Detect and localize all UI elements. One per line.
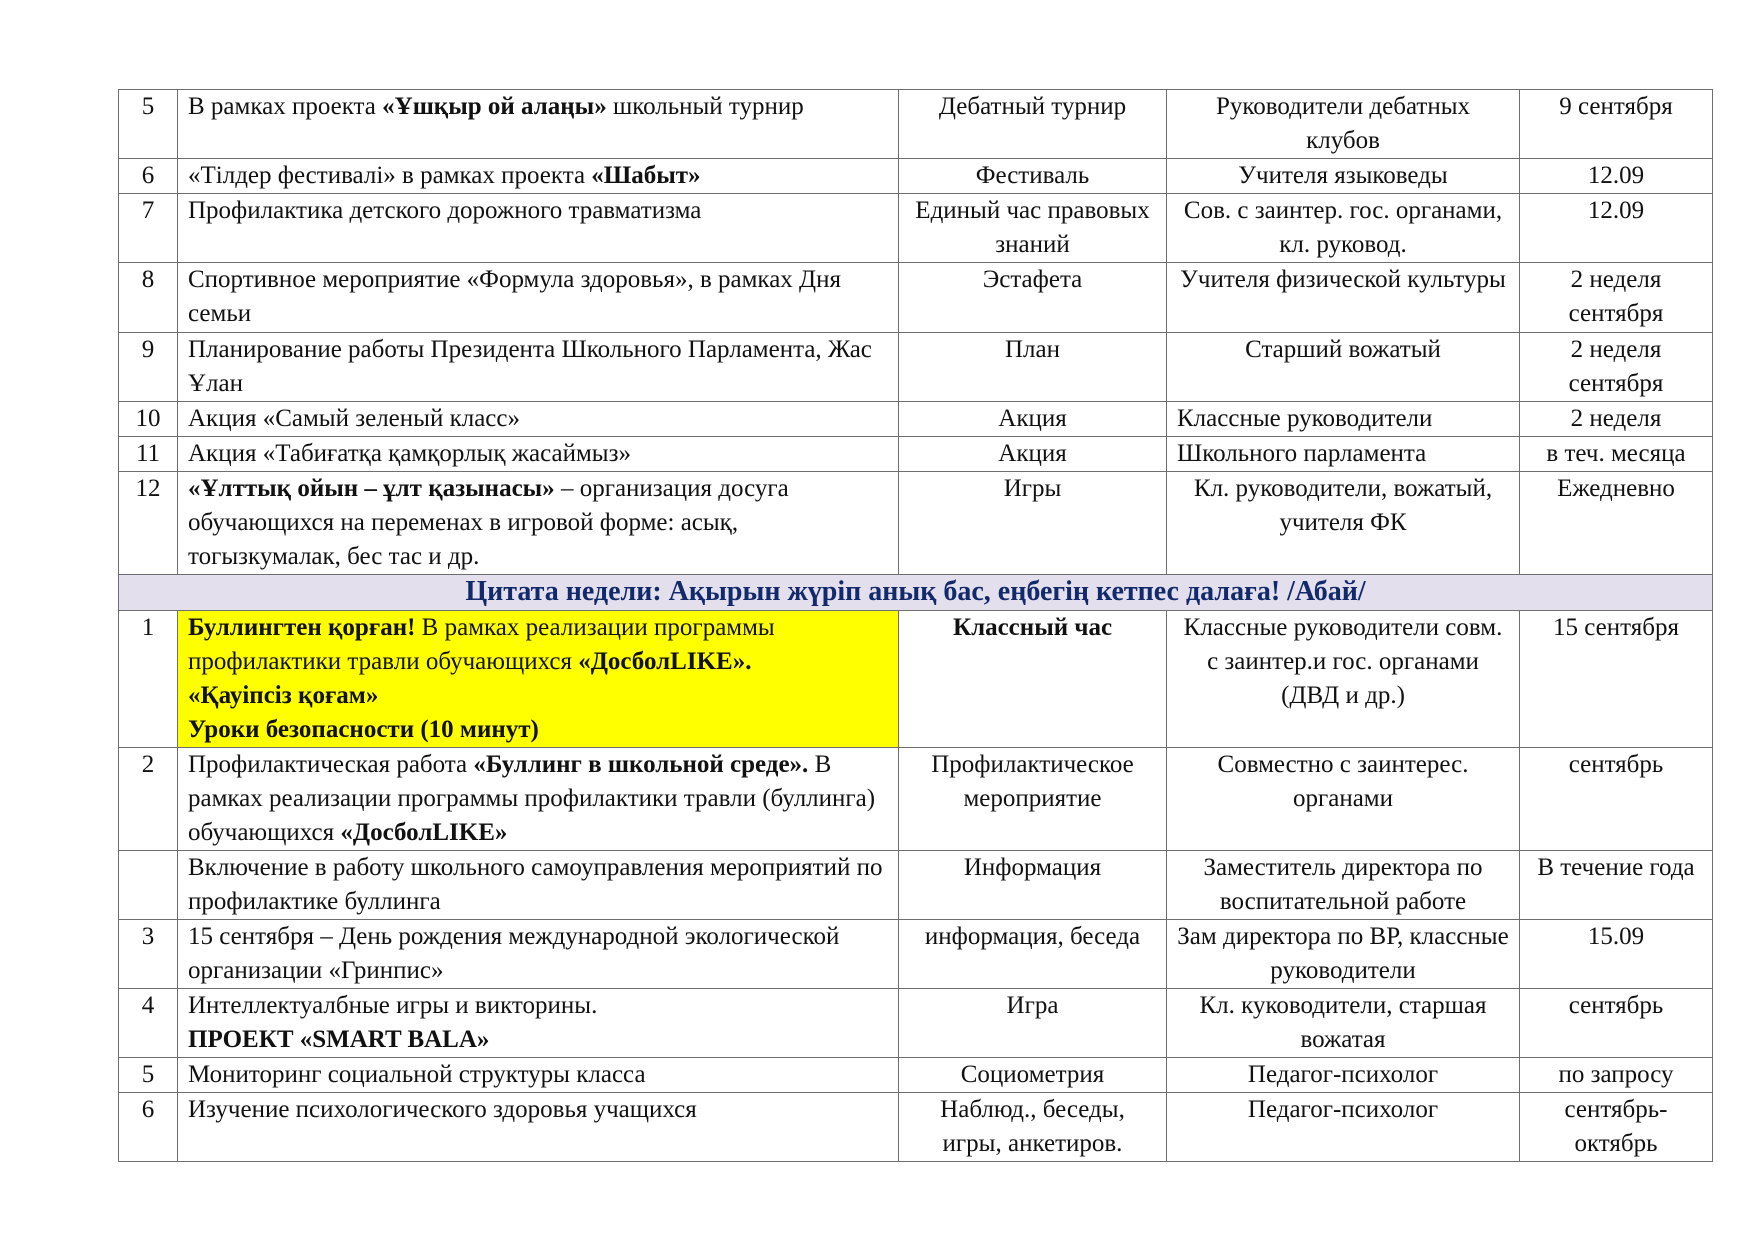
event-line: [188, 1093, 888, 1127]
responsible-cell: [1167, 748, 1520, 851]
quote-of-the-week: Цитата недели: Ақырын жүріп анық бас, еңбегің кетпес далаға! /Абай/: [465, 576, 1366, 607]
event-cell: [178, 402, 899, 437]
event-line: [188, 713, 888, 747]
bold-text: «ДосболLIKE».: [578, 648, 752, 675]
row-number: [119, 159, 178, 194]
responsible-cell-text: Зам директора по ВР, классные руководители: [1177, 923, 1509, 984]
event-cell: [178, 851, 899, 920]
form-cell: [899, 90, 1167, 159]
text-run: Интеллектуалбные игры и викторины.: [188, 992, 598, 1019]
date-cell-text: 2 неделя сентября: [1568, 336, 1664, 397]
row-number-text: 8: [141, 266, 155, 293]
form-cell-text: Информация: [963, 854, 1102, 881]
responsible-cell-text: Старший вожатый: [1245, 336, 1441, 363]
text-run: Акция «Табиғатқа қамқорлық жасаймыз»: [188, 440, 631, 467]
quote-cell: [119, 575, 1713, 611]
bold-text: «Шабыт»: [591, 162, 701, 189]
quote-row: [119, 575, 1713, 611]
responsible-cell-text: Педагог-психолог: [1247, 1061, 1439, 1088]
form-cell-text: Эстафета: [982, 266, 1083, 293]
row-number: [119, 402, 178, 437]
table-row: [119, 90, 1713, 159]
row-number-text: 1: [141, 614, 155, 641]
form-cell: [899, 1093, 1167, 1162]
row-number: [119, 90, 178, 159]
form-cell-text: Игра: [1006, 992, 1059, 1019]
date-cell: [1520, 90, 1713, 159]
responsible-cell-text: Педагог-психолог: [1247, 1096, 1439, 1123]
responsible-cell: [1167, 263, 1520, 333]
date-cell: [1520, 333, 1713, 402]
event-line: [188, 679, 888, 713]
row-number: [119, 748, 178, 851]
responsible-cell: [1167, 851, 1520, 920]
form-cell: [899, 159, 1167, 194]
form-cell-text: Фестиваль: [975, 162, 1090, 189]
form-cell: [899, 402, 1167, 437]
date-cell-text: Ежедневно: [1557, 475, 1675, 502]
date-cell: [1520, 402, 1713, 437]
table-row: [119, 851, 1713, 920]
responsible-cell-text: Кл. куководители, старшая вожатая: [1199, 992, 1487, 1053]
date-cell-text: сентябрь: [1568, 751, 1664, 778]
table-row: [119, 920, 1713, 989]
event-cell: [178, 989, 899, 1058]
row-number: [119, 263, 178, 333]
row-number: [119, 437, 178, 472]
date-cell-text: 9 сентября: [1559, 93, 1673, 120]
form-cell-text: Социометрия: [960, 1061, 1105, 1088]
row-number-text: 4: [141, 992, 155, 1019]
responsible-cell-text: Совместно с заинтерес. органами: [1217, 751, 1469, 812]
table-row: [119, 611, 1713, 748]
date-cell-text: 2 неделя сентября: [1568, 266, 1664, 327]
event-cell: [178, 333, 899, 402]
form-cell-text: Профилактическое мероприятие: [931, 751, 1134, 812]
bold-text: Уроки безопасности (10 минут): [188, 716, 539, 743]
event-line: [188, 748, 888, 850]
event-line: [188, 1023, 888, 1057]
row-number-text: 5: [141, 1061, 155, 1088]
text-run: В рамках проекта: [188, 93, 383, 120]
event-line: [188, 989, 888, 1023]
date-cell: [1520, 851, 1713, 920]
responsible-cell-text: Школьного парламента: [1177, 440, 1427, 467]
row-number-text: 10: [135, 405, 161, 432]
bold-text: «Қауіпсіз қоғам»: [188, 682, 379, 709]
text-run: Планирование работы Президента Школьного Парламента, Жас Ұлан: [188, 336, 872, 397]
date-cell: [1520, 920, 1713, 989]
date-cell: [1520, 263, 1713, 333]
bold-text: ПРОЕКТ «SMART BALA»: [188, 1026, 490, 1053]
form-cell: [899, 194, 1167, 263]
form-cell-text: информация, беседа: [924, 923, 1141, 950]
text-run: 15 сентября – День рождения международной экологической организации «Гринпис»: [188, 923, 840, 984]
form-cell-text: Единый час правовых знаний: [915, 197, 1150, 258]
event-cell: [178, 90, 899, 159]
responsible-cell-text: Сов. с заинтер. гос. органами, кл. руковод.: [1183, 197, 1503, 258]
row-number-text: 9: [141, 336, 155, 363]
responsible-cell: [1167, 194, 1520, 263]
date-cell: [1520, 159, 1713, 194]
form-cell: [899, 611, 1167, 748]
responsible-cell: [1167, 611, 1520, 748]
form-cell-text: Дебатный турнир: [938, 93, 1127, 120]
row-number-text: 12: [135, 475, 161, 502]
bold-text: «Буллинг в школьной среде».: [473, 751, 809, 778]
form-cell-text: Классный час: [952, 614, 1113, 641]
event-cell: [178, 920, 899, 989]
row-number: [119, 611, 178, 748]
row-number: [119, 851, 178, 920]
row-number-text: 5: [141, 93, 155, 120]
responsible-cell-text: Классные руководители совм. с заинтер.и гос. органами (ДВД и др.): [1183, 614, 1503, 709]
row-number-text: 6: [141, 162, 155, 189]
date-cell-text: сентябрь-октябрь: [1564, 1096, 1668, 1157]
text-run: В рамках реализации программы профилактики травли (буллинга) обучающихся: [188, 751, 876, 846]
text-run: Изучение психологического здоровья учащихся: [188, 1096, 697, 1123]
form-cell: [899, 920, 1167, 989]
date-cell: [1520, 748, 1713, 851]
text-run: – организация досуга обучающихся на переменах в игровой форме: асық, тогызкумалак, бес тас и др.: [188, 475, 789, 570]
form-cell: [899, 989, 1167, 1058]
form-cell: [899, 851, 1167, 920]
responsible-cell-text: Кл. руководители, вожатый, учителя ФК: [1193, 475, 1493, 536]
text-run: Профилактическая работа: [188, 751, 474, 778]
row-number: [119, 920, 178, 989]
event-cell: [178, 472, 899, 575]
event-line: [188, 851, 888, 919]
row-number: [119, 194, 178, 263]
text-run: «Тілдер фестивалі» в рамках проекта: [188, 162, 592, 189]
responsible-cell-text: Руководители дебатных клубов: [1215, 93, 1470, 154]
text-run: Акция «Самый зеленый класс»: [188, 405, 520, 432]
row-number: [119, 472, 178, 575]
bold-text: Буллингтен қорған!: [188, 614, 416, 641]
event-line: [188, 1058, 888, 1092]
table-row: [119, 1093, 1713, 1162]
date-cell-text: по запросу: [1558, 1061, 1674, 1088]
date-cell: [1520, 437, 1713, 472]
date-cell-text: сентябрь: [1568, 992, 1664, 1019]
form-cell-text: Акция: [998, 440, 1067, 467]
date-cell-text: 12.09: [1587, 162, 1645, 189]
row-number-text: 3: [141, 923, 155, 950]
event-cell: [178, 194, 899, 263]
row-number: [119, 989, 178, 1058]
table-row: [119, 333, 1713, 402]
form-cell: [899, 333, 1167, 402]
bold-text: «Ұлттық ойын – ұлт қазынасы»: [188, 475, 555, 502]
form-cell: [899, 748, 1167, 851]
date-cell: [1520, 194, 1713, 263]
responsible-cell: [1167, 472, 1520, 575]
form-cell: [899, 472, 1167, 575]
form-cell: [899, 1058, 1167, 1093]
responsible-cell-text: Классные руководители: [1177, 405, 1433, 432]
responsible-cell: [1167, 1093, 1520, 1162]
date-cell-text: в теч. месяца: [1546, 440, 1686, 467]
responsible-cell-text: Учителя физической культуры: [1180, 266, 1506, 293]
event-cell: [178, 748, 899, 851]
row-number: [119, 1093, 178, 1162]
table-row: [119, 159, 1713, 194]
text-run: Мониторинг социальной структуры класса: [188, 1061, 646, 1088]
table-row: [119, 1058, 1713, 1093]
date-cell-text: 2 неделя: [1570, 405, 1662, 432]
event-cell: [178, 159, 899, 194]
event-line: [188, 920, 888, 988]
bold-text: «ДосболLIKE»: [340, 819, 508, 846]
row-number-text: 7: [141, 197, 155, 224]
date-cell-text: В течение года: [1537, 854, 1695, 881]
bold-text: «Ұшқыр ой алаңы»: [382, 93, 607, 120]
date-cell-text: 15.09: [1587, 923, 1645, 950]
row-number: [119, 1058, 178, 1093]
table-row: [119, 263, 1713, 333]
row-number: [119, 333, 178, 402]
responsible-cell: [1167, 1058, 1520, 1093]
date-cell: [1520, 1093, 1713, 1162]
event-cell: [178, 611, 899, 748]
table-row: [119, 402, 1713, 437]
responsible-cell: [1167, 333, 1520, 402]
responsible-cell: [1167, 90, 1520, 159]
event-cell: [178, 437, 899, 472]
responsible-cell: [1167, 159, 1520, 194]
table-row: [119, 472, 1713, 575]
date-cell: [1520, 1058, 1713, 1093]
form-cell-text: Акция: [998, 405, 1067, 432]
event-cell: [178, 1093, 899, 1162]
row-number-text: 11: [135, 440, 161, 467]
responsible-cell: [1167, 920, 1520, 989]
text-run: Профилактика детского дорожного травматизма: [188, 197, 702, 224]
responsible-cell: [1167, 437, 1520, 472]
date-cell: [1520, 472, 1713, 575]
date-cell: [1520, 989, 1713, 1058]
form-cell-text: План: [1004, 336, 1060, 363]
table-row: [119, 748, 1713, 851]
table-row: [119, 437, 1713, 472]
event-cell: [178, 263, 899, 333]
date-cell: [1520, 611, 1713, 748]
date-cell-text: 12.09: [1587, 197, 1645, 224]
responsible-cell-text: Учителя языковеды: [1238, 162, 1448, 189]
form-cell-text: Наблюд., беседы, игры, анкетиров.: [940, 1096, 1125, 1157]
event-line: [188, 611, 888, 679]
event-cell: [178, 1058, 899, 1093]
responsible-cell-text: Заместитель директора по воспитательной работе: [1203, 854, 1483, 915]
responsible-cell: [1167, 989, 1520, 1058]
form-cell: [899, 263, 1167, 333]
row-number-text: 2: [141, 751, 155, 778]
row-number-text: 6: [141, 1096, 155, 1123]
form-cell-text: Игры: [1003, 475, 1062, 502]
text-run: школьный турнир: [606, 93, 804, 120]
text-run: В рамках реализации программы профилактики травли обучающихся: [188, 614, 775, 675]
event-plan-table: [118, 89, 1713, 1162]
text-run: Спортивное мероприятие «Формула здоровья», в рамках Дня семьи: [188, 266, 841, 327]
form-cell: [899, 437, 1167, 472]
date-cell-text: 15 сентября: [1553, 614, 1679, 641]
table-row: [119, 194, 1713, 263]
responsible-cell: [1167, 402, 1520, 437]
table-row: [119, 989, 1713, 1058]
text-run: Включение в работу школьного самоуправления мероприятий по профилактике буллинга: [188, 854, 883, 915]
